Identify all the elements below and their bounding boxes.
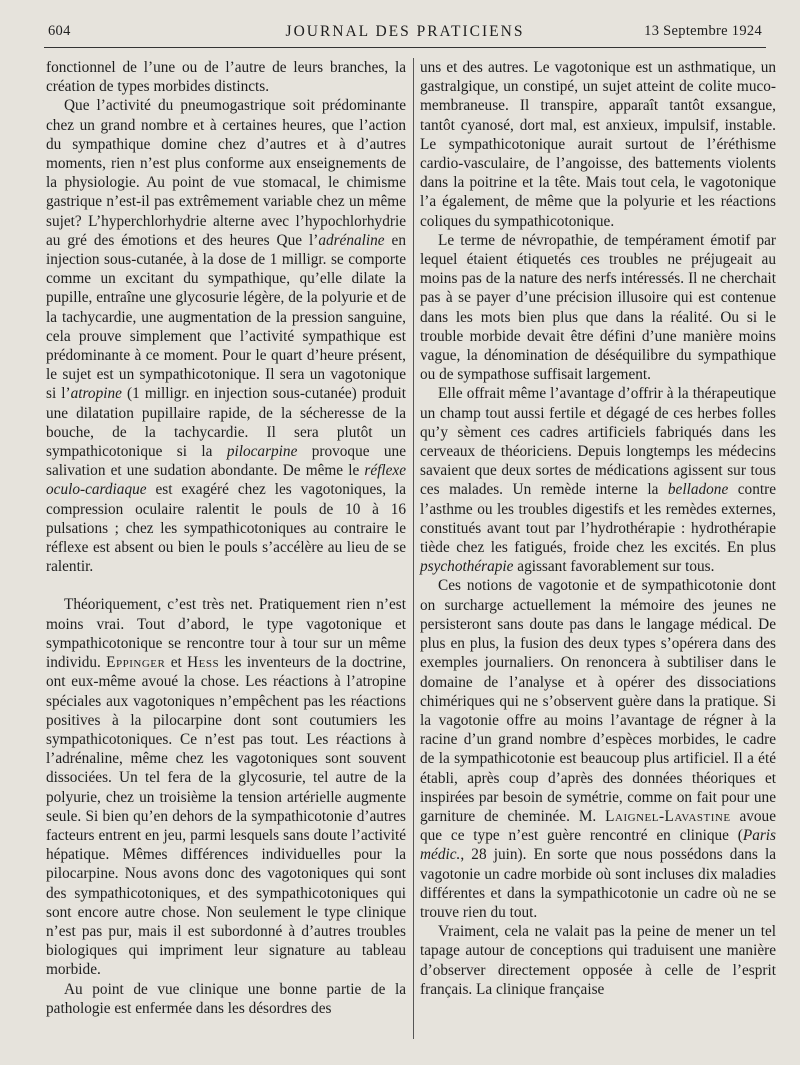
issue-date: 13 Septembre 1924 — [644, 23, 762, 39]
author-eppinger: Eppinger — [106, 654, 166, 672]
column-divider — [413, 58, 414, 1039]
paragraph: Au point de vue clinique une bonne partie de la pathologie est enfermée dans les désordres des — [46, 980, 406, 1017]
paragraph: Le terme de névropathie, de tempérament émotif par lequel étaient étiquetés ces troubles ne préjugeait au moins pas de la nature des nerfs intéressés. Il ne cherchait pas à se payer d’une précision illusoire qui est contenue dans les mots bien plus que dans la réalité. Ou si le trouble morbide devait être défini d’une manière moins vague, la dénomination de déséquilibre du sympathique ou de sympathose suffisait largement. — [420, 231, 776, 384]
paragraph: Théoriquement, c’est très net. Pratiquement rien n’est moins vrai. Tout d’abord, le type vagotonique et sympathicotonique se rencontre tour à tour sur un même individu. Eppinger et Hess les inventeurs de la doctrine, ont eux-même avoué la chose. Les réactions à l’atropine spéciales aux vagotoniques n’empêchent pas les réactions positives à la pilocarpine dont sont coutumiers les sympathicotoniques. Ce n’est pas tout. Les réactions à l’adrénaline, même chez les vagotoniques sont souvent dissociées. Un tel fera de la glycosurie, tel autre de la polyurie, chez un troisième la tension artérielle augmente seule. Si bien qu’en dehors de la sympathicotonie d’autres facteurs entrent en jeu, parmi lesquels sans doute l’activité hépatique. Mêmes différences individuelles pour la pilocarpine. Nous avons donc des vagotoniques qui sont des sympathicotoniques, et des sympathicotoniques qui sont encore autre chose. Non seulement le type clinique n’est pas pur, mais il est subordonné à d’autres troubles biologiques qui impriment leur signature au tableau morbide. — [46, 596, 406, 979]
term-pilocarpine: pilocarpine — [226, 443, 298, 461]
right-column — [420, 58, 776, 999]
paragraph: Ces notions de vagotonie et de sympathicotonie dont on surcharge actuellement la mémoire des jeunes ne persisteront sans doute pas dans le langage médical. De plus en plus, la fusion des deux types s’opérera dans des exemples journaliers. On renoncera à subtiliser dans le domaine de l’analyse et à opérer des dissociations chimériques qui ne s’observent guère dans la pratique. Si la vagotonie offre au moins l’avantage de régner à la racine d’un grand nombre d’espèces morbides, le cadre de la sympathicotonie est beaucoup plus artificiel. Il a été établi, après coup d’après des données théoriques et inspirées par besoin de symétrie, comme on fait pour une garniture de cheminée. M. Laignel-Lavastine avoue que ce type n’est guère rencontré en clinique (Paris médic., 28 juin). En sorte que nous possédons dans la vagotonie un cadre morbide où sont incluses dix maladies différentes et dans la sympathicotonie un cadre où ne se trouve rien du tout. — [420, 577, 776, 921]
header-rule — [44, 47, 766, 48]
author-hess: Hess — [187, 654, 220, 672]
journal-title: JOURNAL DES PRATICIENS — [285, 23, 525, 40]
term-adrenaline: adrénaline — [318, 231, 385, 249]
paragraph: Que l’activité du pneumogastrique soit prédominante chez un grand nombre et à certaines heures, que l’action du sympathique domine chez d’autres et à d’autres moments, rien n’est plus conforme aux enseignements de la physiologie. Au point de vue stomacal, le chimisme gastrique n’est-il pas extrêmement variable chez un même sujet? L’hyperchlorhydrie alterne avec l’hypochlorhydrie au gré des émotions et des heures Que l’adrénaline en injection sous-cutanée, à la dose de 1 milligr. se comporte comme un excitant du sympathique, qu’elle dilate la pupille, entraîne une glycosurie légère, de la polyurie et de la tachycardie, une augmentation de la pression sanguine, cela prouve simplement que l’activité sympathique est prédominante à ce moment. Pour le quart d’heure présent, le sujet est un sympathicotonique. Il sera un vagotonique si l’atropine (1 milligr. en injection sous-cutanée) produit une dilatation pupillaire rapide, de la sécheresse de la bouche, de la tachycardie. Il sera plutôt un sympathicotonique si la pilocarpine provoque une salivation et une sudation abondante. De même le réflexe oculo-cardiaque est exagéré chez les vagotoniques, la compression oculaire ralentit le pouls de 10 à 16 pulsations ; chez les sympathicotoniques au contraire le réflexe est absent ou bien le pouls s’accélère au lieu de se ralentir. — [46, 97, 407, 576]
paragraph: Vraiment, cela ne valait pas la peine de mener un tel tapage autour de conceptions qui traduisent une manière d’observer directement opposée à celle de l’esprit français. La clinique française — [420, 923, 776, 998]
citation-paris-medic: Paris médic. — [420, 827, 776, 864]
paragraph: fonctionnel de l’une ou de l’autre de leurs branches, la création de types morbides distincts. — [46, 59, 406, 96]
term-reflexe: réflexe oculo-cardiaque — [46, 462, 406, 499]
left-column — [46, 58, 406, 1018]
paragraph: Elle offrait même l’avantage d’offrir à la thérapeutique un champ tout aussi fertile et dégagé de ces herbes folles qu’y sèment ces cadres artificiels fabriqués dans les cerveaux de théoriciens. Depuis longtemps les médecins savaient que deux sortes de médications agissent sur tous ces malades. Un remède interne la belladone contre l’asthme ou les troubles digestifs et les remèdes externes, constitués avant tout par l’hydrothérapie : hydrothérapie tiède chez les fatigués, froide chez les excités. En plus psychothérapie agissant favorablement sur tous. — [420, 385, 776, 576]
author-laignel-lavastine: Laignel-Lavastine — [605, 807, 731, 825]
term-atropine: atropine — [70, 385, 122, 403]
term-psychotherapie: psychothérapie — [420, 558, 514, 576]
page-number: 604 — [48, 23, 71, 39]
paragraph: uns et des autres. Le vagotonique est un asthmatique, un gastralgique, un constipé, un sujet atteint de colite muco-membraneuse. Il transpire, apparaît tantôt exsangue, tantôt cyanosé, dort mal, est anxieux, impulsif, instable. Le sympathicotonique aurait surtout de l’éréthisme cardio-vasculaire, de l’angoisse, des battements violents dans la poitrine et la tête. Mais tout cela, le vagotonique l’a également, de même que la polyurie et les réactions coliques du sympathicotonique. — [420, 59, 776, 230]
page-header — [48, 20, 762, 46]
term-belladone: belladone — [667, 481, 729, 499]
